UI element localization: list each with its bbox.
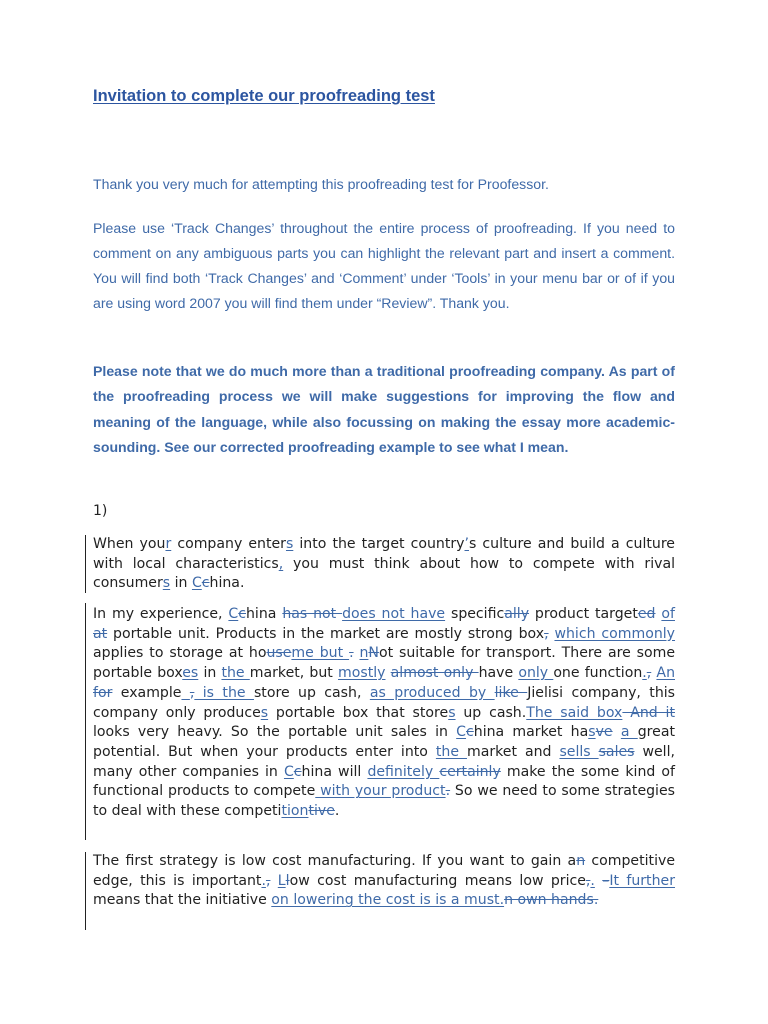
tracked-deletion: n own hands.	[504, 892, 599, 909]
tracked-deletion: almost only	[390, 665, 479, 682]
tracked-deletion: l	[285, 872, 290, 889]
instructions-paragraph: Please use ‘Track Changes’ throughout the entire process of proofreading. If you need to comment on any ambiguous parts you can highlight the relevant part and insert a comment. You will find both ‘Track Changes’ and ‘Comment’ under ‘Tools’ in your menu bar or of if you are using word 2007 you will find them under “Review”. Thank you.	[93, 220, 675, 311]
paragraph-text: looks very heavy. So the portable unit sales in	[93, 724, 457, 741]
tracked-paragraph	[93, 852, 675, 911]
paragraph-text: The first strategy is low cost manufacturing. If you want to gain a	[93, 853, 577, 869]
paragraph-text: example	[112, 684, 182, 701]
tracked-insertion: C	[228, 606, 239, 622]
tracked-insertion: es	[182, 665, 199, 682]
paragraph-text: s culture and build a culture with local characteristics	[93, 536, 675, 572]
tracked-insertion: It further	[609, 872, 675, 889]
paragraph-text: great potential. But when your products enter into	[93, 724, 675, 760]
paragraph-text: ot suitable for transport. There are some portable box	[93, 645, 676, 682]
paragraph-text: portable box that store	[268, 704, 449, 721]
tracked-insertion: C	[191, 575, 202, 592]
paragraph-text: So we need to some strategies to deal with these competi	[93, 783, 675, 820]
thanks-paragraph: Thank you very much for attempting this proofreading test for Proofessor.	[93, 176, 549, 192]
tracked-deletion: c	[293, 763, 302, 780]
tracked-insertion: which commonly	[554, 625, 676, 642]
tracked-deletion: c	[238, 606, 246, 622]
tracked-deletion: ally	[504, 606, 530, 622]
tracked-insertion: s	[260, 704, 269, 721]
tracked-deletion: tive	[308, 803, 335, 820]
tracked-insertion: The said box	[526, 704, 623, 721]
tracked-insertion: only	[518, 665, 554, 682]
paragraph-text: company enter	[171, 536, 286, 552]
tracked-deletion: ve	[595, 724, 613, 741]
tracked-insertion: sells	[559, 743, 599, 760]
tracked-insertion: s	[162, 575, 171, 592]
paragraph-text: product target	[529, 606, 638, 622]
tracked-insertion: L	[277, 872, 286, 889]
document-title: Invitation to complete our proofreading test	[93, 87, 435, 105]
tracked-insertion: r	[165, 536, 172, 552]
paragraph-text	[613, 724, 621, 740]
tracked-insertion: definitely	[367, 763, 440, 780]
tracked-deletion: sales	[598, 743, 635, 760]
tracked-insertion: s	[588, 724, 596, 741]
paragraph-text: .	[334, 803, 340, 820]
note-paragraph: Please note that we do much more than a traditional proofreading company. As part of the proofreading process we will make suggestions for improving the flow and meaning of the language, while also focussing on making the essay more academic-sounding. See our corrected proofreading example to see what I mean.	[93, 363, 675, 455]
tracked-insertion: .	[261, 872, 266, 889]
paragraph-text: portable unit. Products in the market are mostly strong box	[107, 625, 545, 642]
paragraph-text: hina will	[301, 763, 368, 780]
tracked-insertion	[181, 685, 189, 701]
tracked-deletion: at	[93, 625, 108, 642]
tracked-insertion: .	[642, 665, 647, 682]
tracked-insertion: does not have	[342, 606, 446, 622]
paragraph-text: specific	[445, 606, 505, 622]
tracked-insertion: the	[435, 743, 467, 760]
tracked-insertion: .	[590, 872, 595, 889]
paragraph-text: you must think about how to compete with rival consumer	[93, 555, 676, 592]
paragraph-text	[270, 873, 277, 889]
tracked-deletion: ,	[544, 625, 549, 642]
paragraph-text: one function	[553, 665, 643, 682]
paragraph-text: applies to storage at ho	[93, 645, 267, 662]
tracked-deletion: for	[93, 684, 113, 701]
paragraph-text: in	[170, 575, 192, 592]
tracked-insertion: n	[359, 645, 369, 662]
tracked-deletion: like	[494, 684, 528, 701]
section-number: 1)	[93, 503, 108, 519]
tracked-insertion: the	[221, 665, 250, 682]
paragraph-text: make the some kind of functional products to compete	[93, 763, 676, 800]
paragraph-text: In my experience,	[93, 606, 229, 622]
paragraph-text: into the target country	[293, 536, 465, 552]
tracked-insertion: An	[656, 665, 675, 682]
paragraph-text: hina	[246, 606, 283, 622]
paragraph-text: means that the initiative	[93, 892, 272, 909]
tracked-deletion: –	[602, 872, 610, 889]
tracked-insertion: a	[620, 724, 638, 741]
change-bar	[85, 852, 86, 930]
paragraph-text: market, but	[249, 665, 338, 682]
tracked-insertion: C	[283, 763, 294, 780]
tracked-insertion: ’	[464, 536, 469, 552]
tracked-insertion: s	[285, 536, 294, 552]
tracked-deletion: ed	[637, 606, 656, 622]
tracked-deletion: c	[466, 724, 474, 741]
tracked-insertion: as produced by	[369, 684, 495, 701]
paragraph-text: store up cash,	[253, 684, 370, 701]
paragraph-text: competitive edge, this is important	[93, 853, 675, 889]
tracked-insertion: s	[448, 704, 456, 721]
tracked-deletion: ,	[646, 665, 652, 682]
change-bar	[85, 535, 86, 593]
change-bar	[85, 603, 86, 840]
tracked-deletion: has not	[282, 606, 343, 622]
tracked-deletion: And it	[622, 704, 675, 721]
tracked-paragraph	[93, 535, 675, 594]
paragraph-text: hina.	[209, 575, 245, 592]
paragraph-text: in	[198, 665, 222, 682]
tracked-insertion: tion	[281, 803, 309, 820]
tracked-insertion: mostly	[338, 665, 386, 682]
tracked-deletion: ,	[585, 872, 591, 889]
tracked-deletion: use	[266, 645, 292, 662]
paragraph-text: When you	[93, 536, 166, 552]
tracked-deletion: N	[368, 645, 379, 662]
paragraph-text: have	[478, 665, 519, 682]
tracked-paragraph	[93, 605, 675, 822]
paragraph-text: up cash.	[455, 704, 527, 721]
tracked-insertion: on lowering the cost is i	[271, 892, 440, 909]
tracked-insertion: C	[456, 724, 467, 741]
paragraph-text: market and	[466, 743, 560, 760]
tracked-deletion: certainly	[439, 763, 501, 780]
tracked-deletion: c	[201, 575, 210, 592]
tracked-insertion: with your product	[315, 783, 446, 800]
paragraph-text: hina market ha	[473, 724, 589, 741]
tracked-insertion: of	[661, 606, 675, 622]
tracked-insertion: is the	[194, 684, 254, 701]
tracked-deletion: .	[349, 645, 354, 662]
paragraph-text: Jielisi company, this company only produce	[93, 684, 676, 721]
paragraph-text: ow cost manufacturing means low price	[289, 872, 586, 889]
tracked-deletion: .	[445, 783, 451, 800]
tracked-deletion: ,	[189, 684, 195, 701]
tracked-deletion: n	[576, 853, 586, 869]
tracked-insertion: s a must.	[439, 892, 505, 909]
tracked-insertion: me but	[291, 645, 350, 662]
tracked-deletion: ,	[265, 872, 271, 889]
paragraph-text: well, many other companies in	[93, 743, 675, 780]
tracked-insertion: ,	[278, 555, 284, 572]
